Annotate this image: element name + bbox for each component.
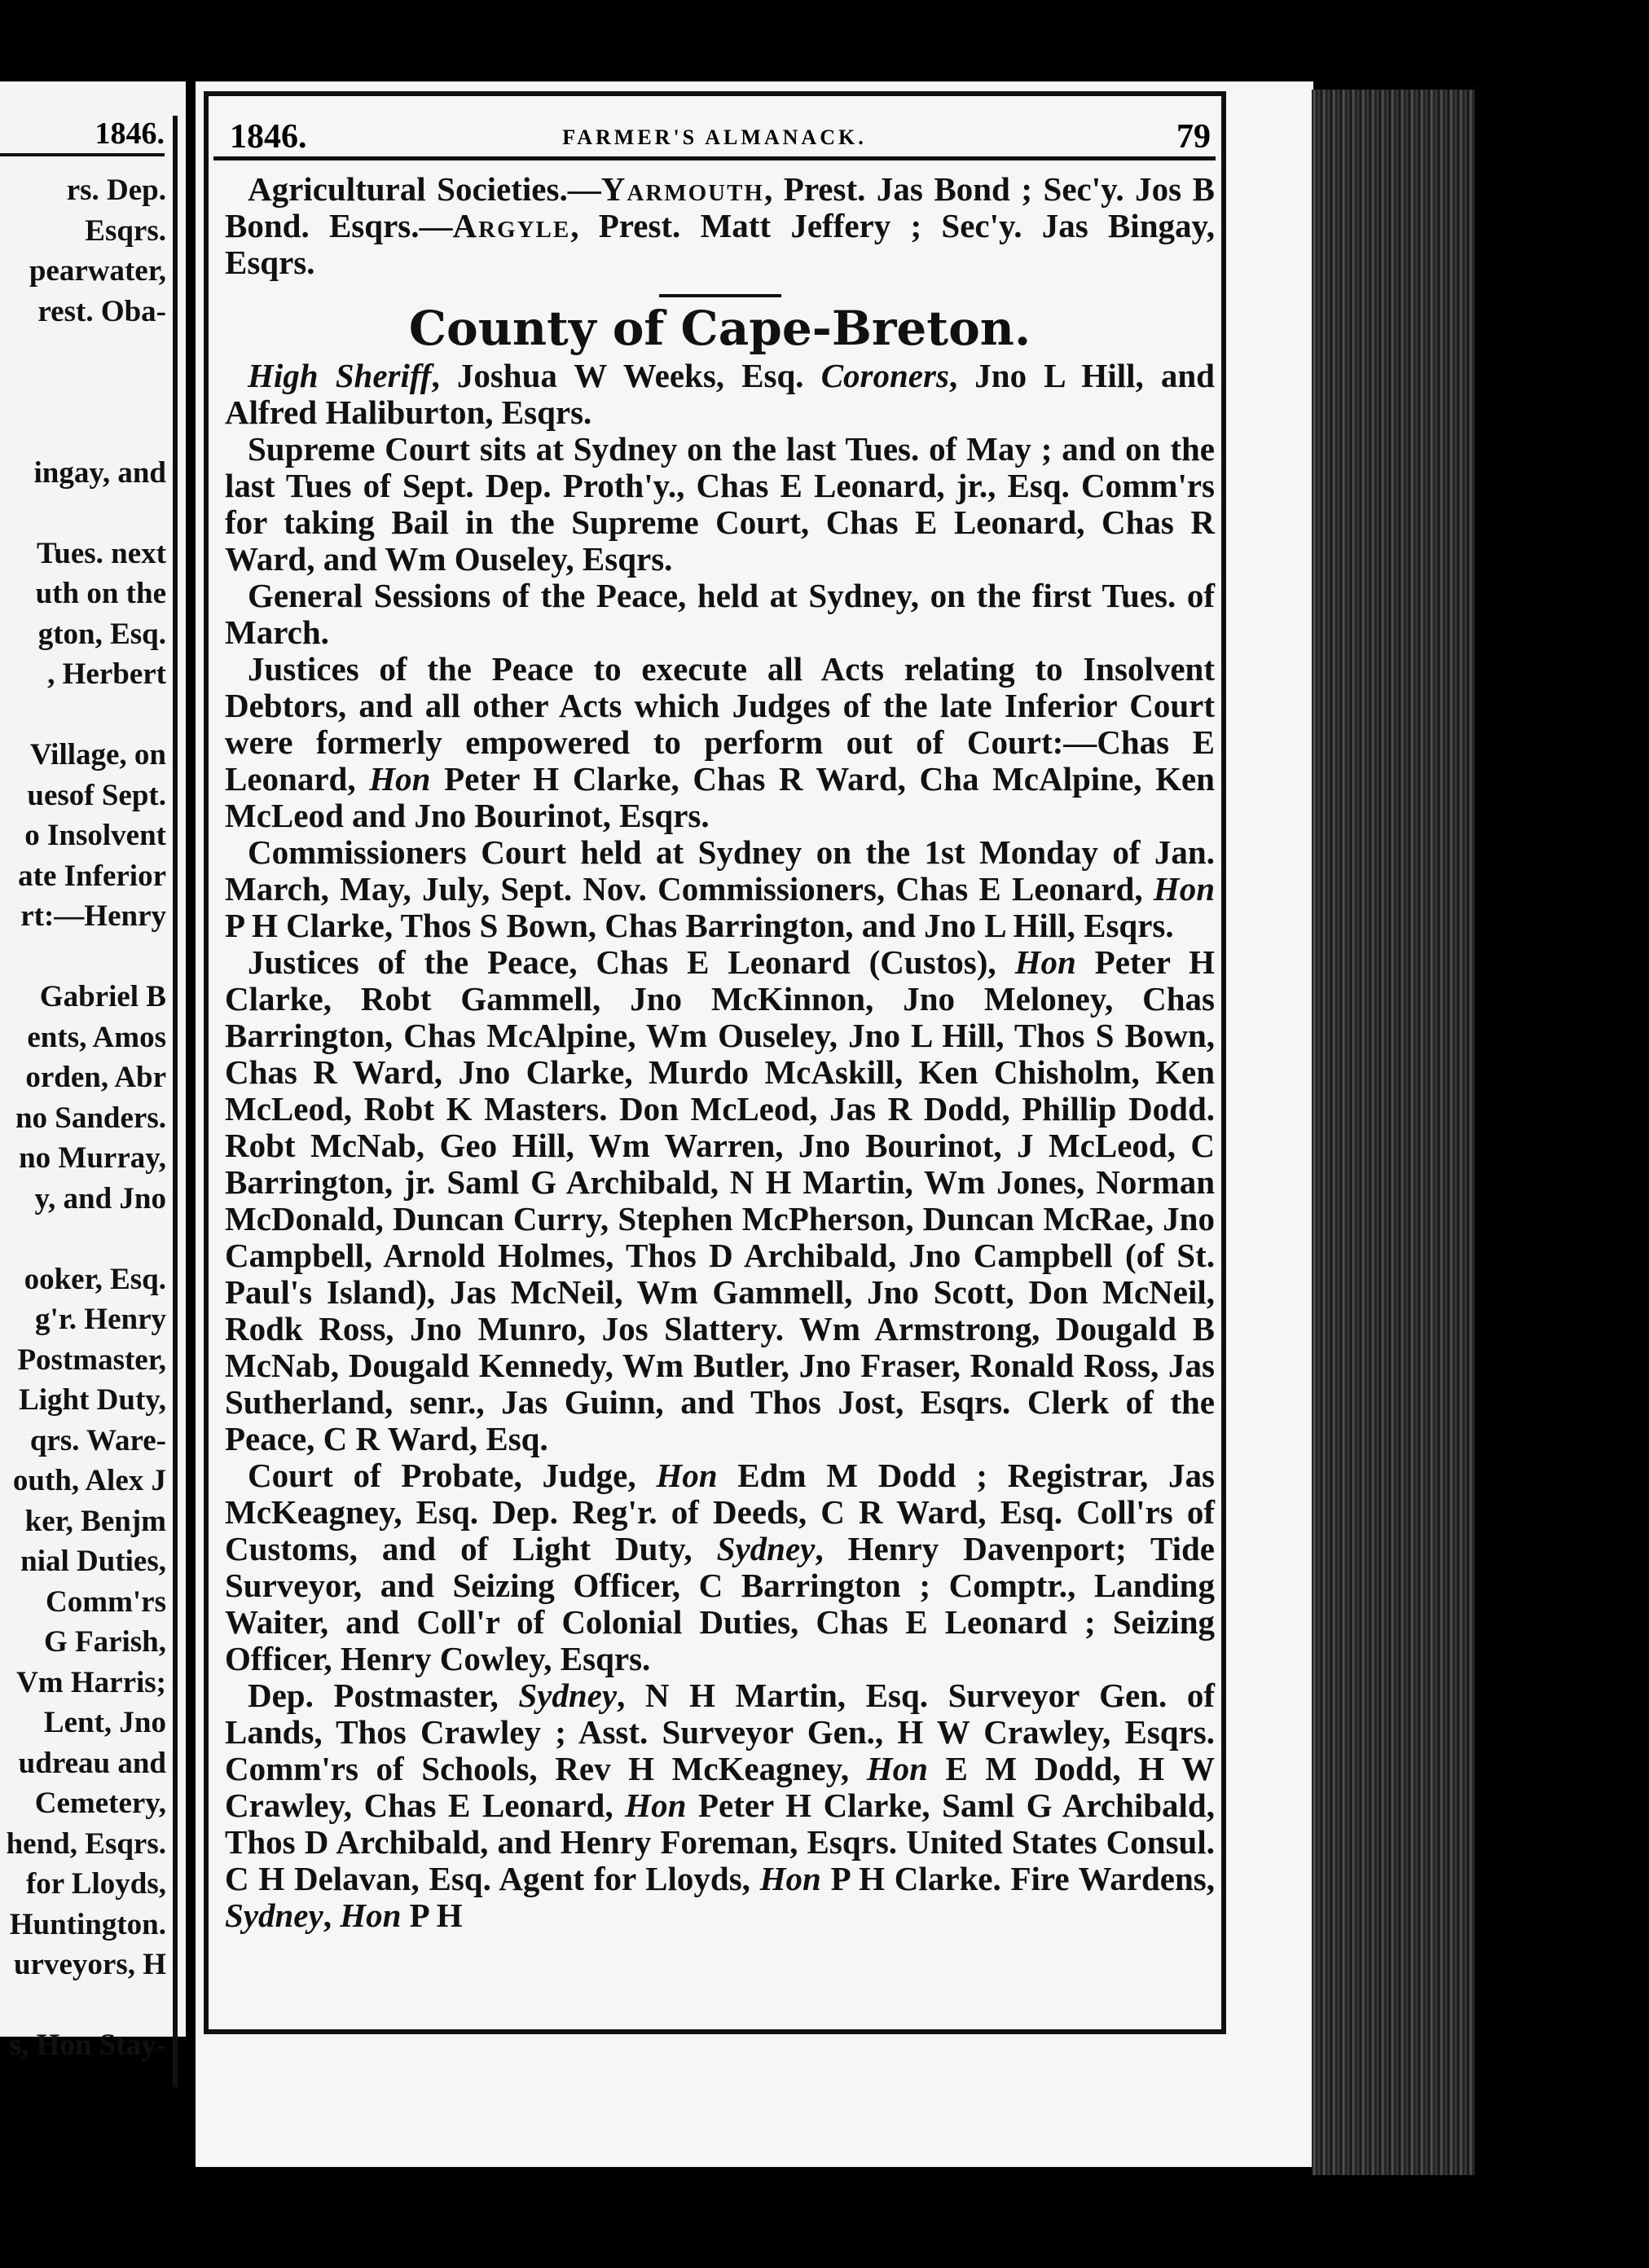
text-run: Justices of the Peace, Chas E Leonard (Custos),: [248, 943, 1015, 981]
left-page-line: for Lloyds,: [25, 1867, 166, 1901]
left-page-line: outh, Alex J: [12, 1464, 166, 1497]
italic-place: Sydney: [716, 1530, 816, 1567]
italic-hon: Hon: [1014, 943, 1076, 981]
left-page-line: pearwater,: [29, 254, 166, 288]
text-run: , Prest. Matt Jeffery ; Sec'y. Jas Bingay, Esqrs.: [225, 207, 1215, 281]
text-run: Justices of the Peace to execute all Acts relating to Insolvent Debtors, and all other Acts which Judges of the late Inferior Court were formerly empowered to perform out of Court:—Chas E Leonard,: [225, 650, 1215, 798]
general-sessions-paragraph: General Sessions of the Peace, held at Sydney, on the first Tues. of March.: [225, 577, 1215, 651]
running-header: [213, 114, 1216, 160]
left-page-line: o Insolvent: [24, 819, 166, 852]
page-body: [225, 171, 1215, 1934]
text-run: Dep. Postmaster,: [248, 1677, 519, 1714]
text-run: , Henry Davenport; Tide Surveyor, and Seizing Officer, C Barrington ; Comptr., Landing Waiter, and Coll'r of Colonial Duties, Chas E Leonard ; Seizing Officer, Henry Cowley, Esqrs.: [225, 1530, 1216, 1677]
postmaster-paragraph: [225, 1677, 1215, 1934]
left-page-line: no Sanders.: [15, 1101, 166, 1135]
justices-of-the-peace-paragraph: [225, 944, 1215, 1457]
text-run: Peter H Clarke, Chas R Ward, Cha McAlpine, Ken McLeod and Jno Bourinot, Esqrs.: [225, 760, 1215, 834]
left-page-line: Cemetery,: [34, 1787, 166, 1820]
left-page-text-column: [0, 116, 178, 2087]
text-run: P H Clarke, Thos S Bown, Chas Barrington, and Jno L Hill, Esqrs.: [225, 907, 1174, 944]
left-page-line: hend, Esqrs.: [6, 1826, 166, 1861]
text-run: , Joshua W Weeks, Esq.: [431, 357, 821, 394]
left-page-line: nial Duties,: [20, 1545, 166, 1578]
page-number: 79: [1176, 118, 1211, 156]
text-run: Court of Probate, Judge,: [248, 1457, 657, 1494]
italic-hon: Hon: [369, 760, 431, 798]
section-heading: County of Cape-Breton.: [408, 301, 1031, 356]
left-page-line: urveyors, H: [13, 1948, 166, 1981]
left-page-line: udreau and: [18, 1746, 166, 1780]
left-page-header-year: 1846.: [0, 116, 165, 156]
left-page-line: g'r. Henry: [34, 1303, 166, 1336]
place-smallcaps: Yarmouth: [600, 170, 764, 208]
commissioners-court-paragraph: [225, 834, 1215, 944]
left-page-line: ooker, Esq.: [24, 1262, 166, 1296]
left-page-line: uth on the: [35, 577, 166, 610]
left-page-line: Tues. next: [36, 536, 166, 570]
italic-hon: Hon: [1153, 870, 1215, 908]
italic-hon: Hon: [625, 1787, 687, 1824]
text-run: , Prest. Jas Bond ; Sec'y. Jos B Bond. Esqrs.—: [225, 170, 1216, 244]
page-edges: [1312, 90, 1475, 2175]
text-run: Commissioners Court held at Sydney on the 1st Monday of Jan. March, May, July, Sept. Nov. Commissioners, Chas E Leonard,: [225, 833, 1215, 908]
text-run: P H: [401, 1897, 463, 1934]
left-page-line: qrs. Ware-: [29, 1423, 166, 1457]
header-title: FARMER'S ALMANACK.: [562, 125, 867, 149]
left-page-line: Vm Harris;: [16, 1665, 166, 1699]
text-run: P H Clarke. Fire Wardens,: [820, 1860, 1215, 1897]
left-page-line: rs. Dep.: [66, 174, 166, 207]
text-run: Peter H Clarke, Robt Gammell, Jno McKinnon, Jno Meloney, Chas Barrington, Chas McAlpine, Wm Ouseley, Jno L Hill, Thos S Bown, Chas R Ward, Jno Clarke, Murdo McAskill, Ken Chisholm, Ken McLeod, Robt K Masters. Don McLeod, Jas R Dodd, Phillip Dodd. Robt McNab, Geo Hill, Wm Warren, Jno Bourinot, J McLeod, C Barrington, jr. Saml G Archibald, N H Martin, Wm Jones, Norman McDonald, Duncan Curry, Stephen McPherson, Duncan McRae, Jno Campbell, Arnold Holmes, Thos D Archibald, Jno Campbell (of St. Paul's Island), Jas McNeil, Wm Gammell, Jno Scott, Don McNeil, Rodk Ross, Jno Munro, Jos Slattery. Wm Armstrong, Dougald B McNab, Dougald Kennedy, Wm Butler, Jno Fraser, Ronald Ross, Jas Sutherland, senr., Jas Guinn, and Thos Jost, Esqrs. Clerk of the Peace, C R Ward, Esq.: [225, 943, 1215, 1457]
italic-hon: Hon: [866, 1750, 928, 1787]
left-page-line: Comm'rs: [46, 1585, 166, 1619]
left-page-line: Esqrs.: [85, 213, 166, 248]
italic-place: Sydney: [518, 1677, 618, 1714]
left-page-line: Huntington.: [9, 1907, 166, 1941]
court-of-probate-paragraph: [225, 1457, 1215, 1677]
place-smallcaps: Argyle: [452, 207, 571, 244]
left-page-line: , Herbert: [47, 657, 166, 691]
text-run: ,: [323, 1897, 341, 1934]
header-year: 1846.: [230, 118, 307, 156]
italic-label: Coroners: [820, 357, 949, 394]
text-run: E M Dodd, H W Crawley, Chas E Leonard,: [225, 1750, 1215, 1824]
italic-hon: Hon: [656, 1457, 718, 1494]
text-run: , Jno L Hill, and Alfred Haliburton, Esqrs.: [225, 357, 1215, 431]
text-run: Edm M Dodd ; Registrar, Jas McKeagney, Esq. Dep. Reg'r. of Deeds, C R Ward, Esq. Coll'rs of Customs, and of Light Duty,: [225, 1457, 1216, 1567]
sheriff-paragraph: [225, 358, 1215, 431]
left-page-line: rest. Oba-: [37, 294, 166, 328]
supreme-court-paragraph: Supreme Court sits at Sydney on the last Tues. of May ; and on the last Tues of Sept. Dep. Proth'y., Chas E Leonard, jr., Esq. Comm'rs for taking Bail in the Supreme Court, Chas E Leonard, Chas R Ward, and Wm Ouseley, Esqrs.: [225, 430, 1215, 578]
left-page-line: y, and Jno: [34, 1181, 166, 1215]
left-page-line: uesof Sept.: [27, 778, 166, 812]
justices-insolvent-paragraph: [225, 651, 1215, 834]
left-page-line: Light Duty,: [19, 1383, 166, 1417]
left-page-line: gton, Esq.: [37, 617, 166, 651]
italic-label: High Sheriff: [248, 357, 432, 394]
left-page-line: Postmaster,: [17, 1343, 166, 1377]
left-page-line: rt:—Henry: [20, 899, 166, 933]
left-page-line: ker, Benjm: [24, 1504, 166, 1538]
left-page-line: Village, on: [29, 738, 166, 771]
section-divider: [659, 294, 781, 297]
left-page-line: Gabriel B: [39, 980, 166, 1013]
left-page-line: ingay, and: [33, 455, 166, 490]
italic-place: Sydney: [225, 1897, 323, 1934]
text-run: Peter H Clarke, Saml G Archibald, Thos D Archibald, and Henry Foreman, Esqrs. United States Consul. C H Delavan, Esq. Agent for Lloyds,: [225, 1787, 1215, 1897]
left-page-line: ents, Amos: [27, 1020, 166, 1054]
italic-hon: Hon: [759, 1860, 821, 1897]
left-facing-page: [0, 81, 186, 2062]
left-page-line: no Murray,: [19, 1141, 166, 1175]
left-page-line: ate Inferior: [18, 859, 166, 893]
background-dark: [1475, 0, 1649, 2268]
text-run: Agricultural Societies.—: [248, 170, 601, 208]
left-page-line: s, Hon Stay-: [9, 2028, 166, 2062]
left-page-line: G Farish,: [43, 1625, 166, 1659]
italic-hon: Hon: [340, 1897, 402, 1934]
text-run: , N H Martin, Esq. Surveyor Gen. of Lands, Thos Crawley ; Asst. Surveyor Gen., H W Crawley, Esqrs. Comm'rs of Schools, Rev H McKeagney,: [225, 1677, 1216, 1787]
left-page-line: orden, Abr: [25, 1061, 166, 1094]
agricultural-societies-paragraph: [225, 171, 1215, 281]
left-page-line: Lent, Jno: [43, 1706, 166, 1739]
